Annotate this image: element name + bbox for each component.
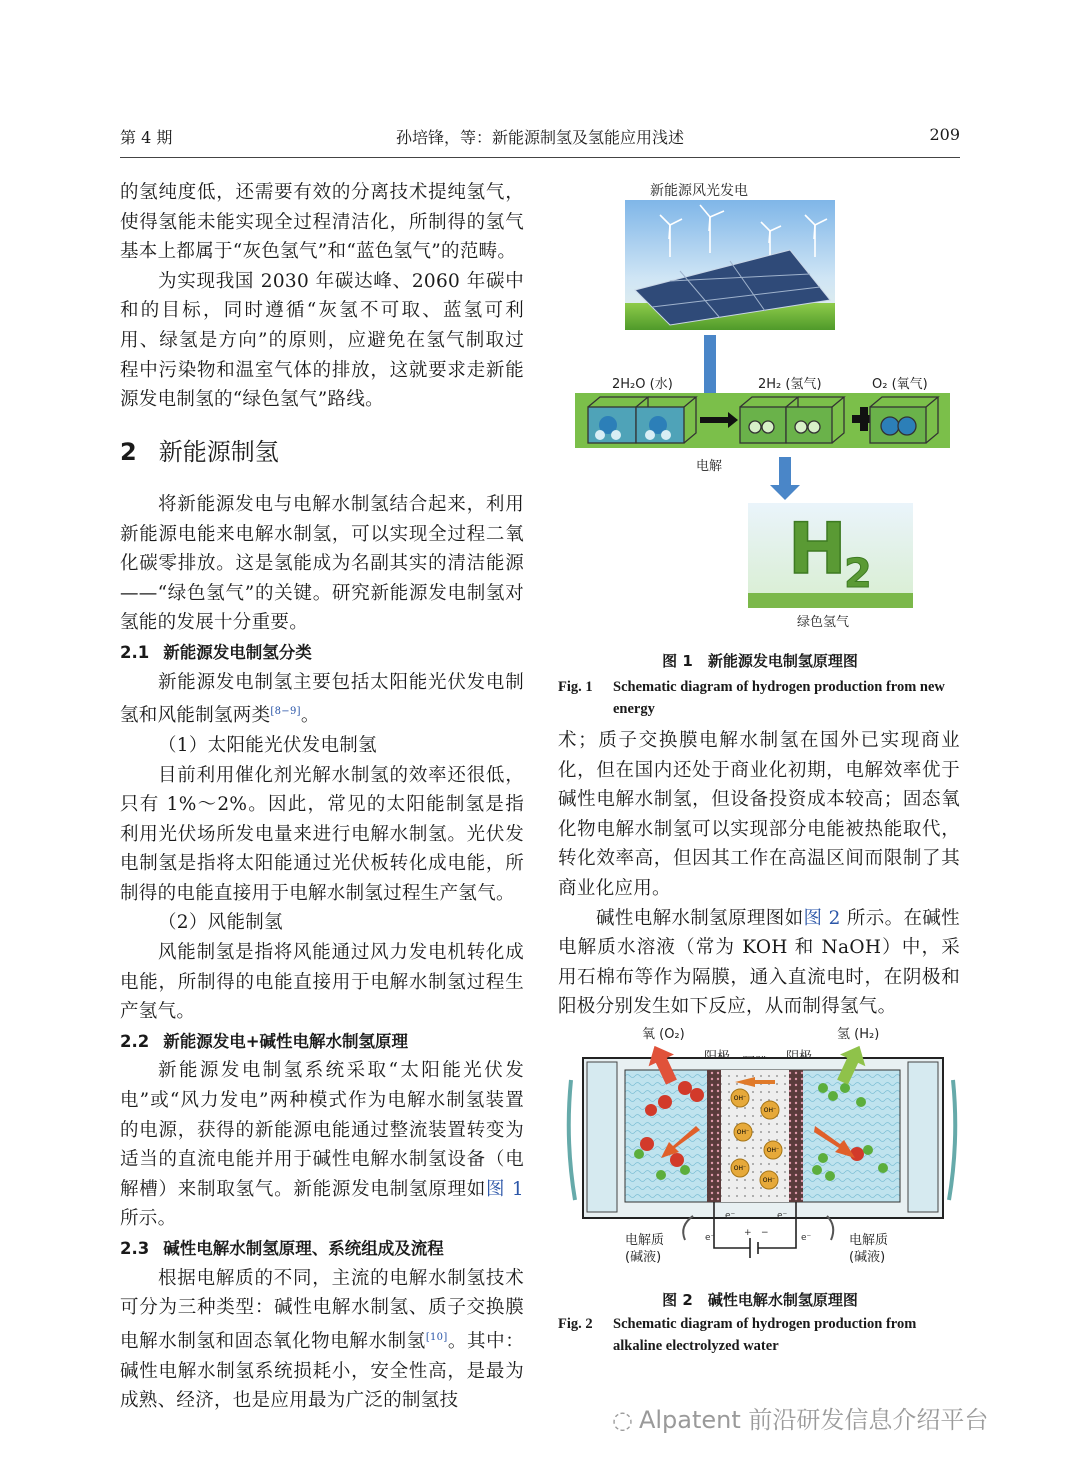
citation-8-9[interactable]: [8−9] — [270, 706, 301, 718]
paragraph-8-end: 。其中：碱性电解水制氢系统损耗小，安全性高，是最为成熟、经济，也是应用最为广泛的制氢技 — [120, 1330, 524, 1412]
figure-1-link[interactable]: 图 1 — [486, 1178, 524, 1200]
solar-wind-photo — [625, 200, 835, 330]
h2-subscript: 2 — [844, 551, 872, 597]
green-hydrogen-image — [748, 503, 913, 608]
paragraph-10 — [558, 904, 960, 1022]
issue-number: 第 4 期 — [120, 128, 173, 147]
fig1-label-electrolysis: 电解 — [696, 459, 723, 474]
paragraph-2: 为实现我国 2030 年碳达峰、2060 年碳中和的目标，同时遵循“灰氢不可取、蓝氢可利用、绿氢是方向”的原则，应避免在氢气制取过程中污染物和温室气体的排放，这就要求走新能源发电制氢的“绿色氢气”路线。 — [120, 270, 524, 411]
figure-1-caption-cn: 图 1 新能源发电制氢原理图 — [662, 652, 858, 670]
subsection-2-2-number: 2.2 — [120, 1031, 150, 1051]
svg-text:OH⁻: OH⁻ — [736, 1129, 750, 1136]
subsection-2-1-number: 2.1 — [120, 642, 150, 662]
fig1-en-label: Fig. 1 — [558, 679, 593, 695]
paragraph-7-text: 新能源发电制氢系统采取“太阳能光伏发电”或“风力发电”两种模式作为电解水制氢装置的电源，获得的新能源电能通过整流装置转变为适当的直流电能并用于碱性电解水制氢设备（电解槽）来制取氢气。新能源发电制氢原理如 — [120, 1060, 524, 1200]
watermark — [612, 1400, 988, 1435]
paragraph-7-end: 所示。 — [120, 1208, 177, 1230]
h2-letter: H — [788, 508, 847, 590]
fig2-en-text: Schematic diagram of hydrogen production from alkaline electrolyzed water — [613, 1316, 917, 1354]
fig2-en-label: Fig. 2 — [558, 1316, 593, 1332]
figure-2-caption-cn: 图 2 碱性电解水制氢原理图 — [662, 1291, 858, 1309]
right-gas-channel — [908, 1062, 938, 1212]
paragraph-1: 的氢纯度低，还需要有效的分离技术提纯氢气，使得氢能未能实现全过程清洁化，所制得的氢气基本上都属于“灰色氢气”和“蓝色氢气”的范畴。 — [120, 182, 524, 263]
wechat-icon: ◌ — [612, 1406, 633, 1434]
paragraph-8-text: 根据电解质的不同，主流的电解水制氢技术可分为三种类型：碱性电解水制氢、质子交换膜电解水制氢和固态氧化物电解水制氢 — [120, 1267, 524, 1352]
fig2-alkali-right: (碱液) — [849, 1250, 886, 1265]
subsection-2-1-title: 新能源发电制氢分类 — [163, 642, 312, 662]
subsection-2-3-number: 2.3 — [120, 1239, 150, 1258]
fig1-label-top: 新能源风光发电 — [650, 183, 748, 199]
fig1-label-o2: O₂ (氧气) — [872, 377, 928, 392]
subsection-2-2-title: 新能源发电+碱性电解水制氢原理 — [163, 1031, 409, 1051]
header-rule — [120, 157, 960, 158]
list-item-1: （1）太阳能光伏发电制氢 — [158, 734, 377, 756]
svg-text:OH⁻: OH⁻ — [766, 1147, 780, 1154]
fig2-alkali-left: (碱液) — [625, 1250, 662, 1265]
section-2-heading — [120, 432, 279, 467]
membrane — [721, 1070, 789, 1202]
fig2-electrolyte-left: 电解质 — [625, 1233, 665, 1248]
fig2-label-o2: 氧 (O₂) — [642, 1027, 685, 1042]
left-column-body — [120, 490, 524, 1416]
left-column-top — [120, 178, 524, 415]
svg-text:−: − — [761, 1228, 769, 1238]
citation-10[interactable]: [10] — [425, 1331, 448, 1343]
paragraph-4 — [120, 668, 524, 731]
subsection-2-2-heading — [120, 1027, 524, 1057]
running-title: 孙培锋，等：新能源制氢及氢能应用浅述 — [395, 128, 684, 147]
paragraph-10-text: 碱性电解水制氢原理图如 — [596, 907, 804, 929]
paragraph-8 — [120, 1264, 524, 1416]
list-item-2: （2）风能制氢 — [158, 912, 283, 934]
svg-text:e⁻: e⁻ — [801, 1233, 812, 1243]
right-column-body — [558, 726, 960, 1022]
paragraph-4-end: 。 — [300, 705, 320, 727]
section-2-number: 2 — [120, 438, 137, 466]
fig1-en-text: Schematic diagram of hydrogen production from new energy — [613, 679, 945, 717]
anode — [707, 1070, 721, 1202]
figure-1-caption-en — [558, 676, 960, 720]
left-gas-channel — [587, 1062, 617, 1212]
paragraph-3: 将新能源发电与电解水制氢结合起来，利用新能源电能来电解水制氢，可以实现全过程二氧化碳零排放。这是氢能成为名副其实的清洁能源——“绿色氢气”的关键。研究新能源发电制氢对氢能的发展十分重要。 — [120, 494, 524, 634]
fig1-label-water: 2H₂O (水) — [612, 377, 673, 392]
svg-text:e⁻: e⁻ — [705, 1233, 716, 1243]
fig1-label-green: 绿色氢气 — [797, 615, 850, 630]
paragraph-9: 术；质子交换膜电解水制氢在国外已实现商业化，但在国内还处于商业化初期，电解效率优于碱性电解水制氢，但设备投资成本较高；固态氧化物电解水制氢可以实现部分电能被热能取代，转化效率高，但因其工作在高温区间而限制了其商业化应用。 — [558, 730, 960, 899]
section-2-title: 新能源制氢 — [158, 438, 279, 466]
paragraph-6: 风能制氢是指将风能通过风力发电机转化成电能，所制得的电能直接用于电解水制氢过程生产氢气。 — [120, 942, 524, 1023]
svg-text:+: + — [744, 1228, 752, 1238]
paragraph-7 — [120, 1056, 524, 1234]
subsection-2-3-title: 碱性电解水制氢原理、系统组成及流程 — [163, 1239, 444, 1258]
svg-text:OH⁻: OH⁻ — [733, 1165, 747, 1172]
fig2-electrolyte-right: 电解质 — [849, 1233, 889, 1248]
paragraph-4-text: 新能源发电制氢主要包括太阳能光伏发电制氢和风能制氢两类 — [120, 671, 524, 727]
svg-text:e⁻: e⁻ — [725, 1211, 736, 1221]
page-number: 209 — [929, 125, 960, 144]
subsection-2-1-heading — [120, 638, 524, 668]
svg-text:OH⁻: OH⁻ — [762, 1177, 776, 1184]
svg-text:e⁻: e⁻ — [777, 1211, 788, 1221]
svg-text:OH⁻: OH⁻ — [733, 1095, 747, 1102]
arrow-down-icon — [770, 457, 800, 500]
cathode — [789, 1070, 803, 1202]
paragraph-5: 目前利用催化剂光解水制氢的效率还很低，只有 1%～2%。因此，常见的太阳能制氢是指利用光伏场所发电量来进行电解水制氢。光伏发电制氢是指将太阳能通过光伏板转化成电能，所制得的电能直接用于电解水制氢过程生产氢气。 — [120, 764, 524, 904]
figure-2-caption-en — [558, 1313, 960, 1357]
svg-text:OH⁻: OH⁻ — [763, 1107, 777, 1114]
figure-2-link[interactable]: 图 2 — [803, 907, 841, 929]
paragraph-10-end: 所示。在碱性电解质水溶液（常为 KOH 和 NaOH）中，采用石棉布等作为隔膜，通入直流电时，在阴极和阳极分别发生如下反应，从而制得氢气。 — [558, 907, 960, 1018]
figure-1 — [560, 195, 960, 615]
fig1-label-h2: 2H₂ (氢气) — [758, 377, 822, 392]
fig2-label-h2: 氢 (H₂) — [837, 1027, 880, 1042]
subsection-2-3-heading — [120, 1234, 524, 1264]
watermark-text: Alpatent 前沿研发信息介绍平台 — [638, 1406, 989, 1434]
